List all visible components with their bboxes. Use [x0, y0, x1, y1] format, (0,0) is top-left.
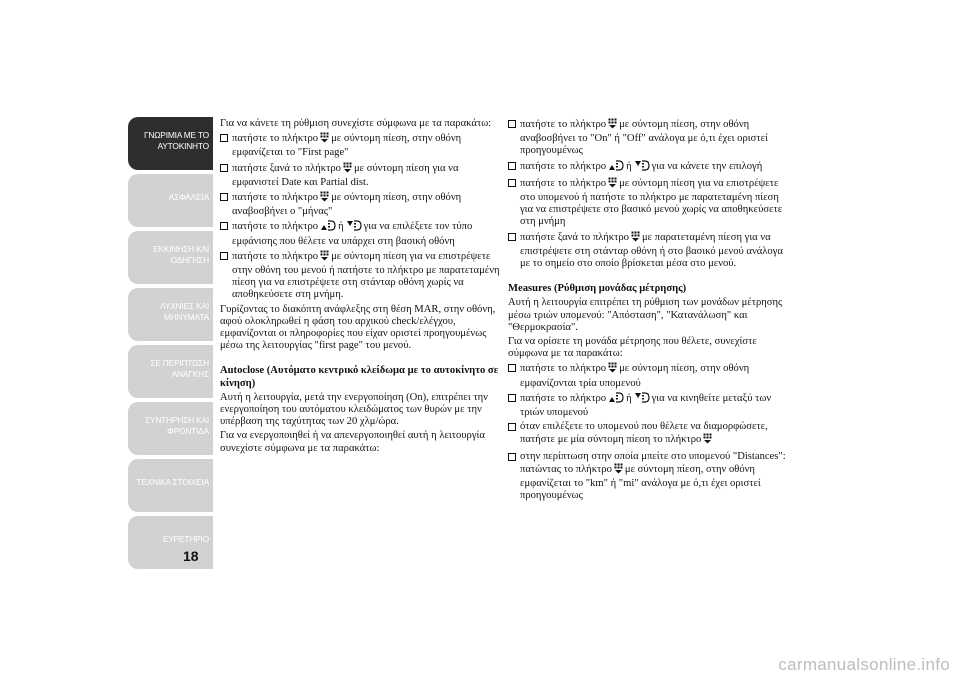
checkbox-bullet-icon	[508, 423, 516, 431]
menu-key-icon	[320, 132, 329, 147]
page-number: 18	[183, 548, 199, 564]
tab-label: ΑΥΤΟΚΙΝΗΤΟ	[157, 141, 209, 151]
tab-warning-lights[interactable]	[128, 288, 213, 341]
list-item: στην περίπτωση στην οποία μπείτε στο υπομενού "Distances": πατώντας το πλήκτρο με σύντομη πίεση, στην οθόνη εμφανίζεται το "km" ή "mi" ανάλογα με ό,τι έχει οριστεί προηγουμένως	[508, 451, 788, 503]
list-item: πατήστε το πλήκτρο με σύντομη πίεση για να επιστρέψετε στην οθόνη του μενού ή πατήστε το πλήκτρο με παρατεταμένη πίεση για να επιστρέψετε στη στάνταρ οθόνη χωρίς να αποθηκεύσετε στη μνήμη.	[220, 250, 500, 302]
checkbox-bullet-icon	[508, 364, 516, 372]
tab-label: ΣΥΝΤΗΡΗΣΗ ΚΑΙ	[144, 415, 209, 425]
up-key-icon	[320, 220, 336, 235]
tab-label: ΟΔΗΓΗΣΗ	[170, 255, 209, 265]
down-key-icon	[634, 392, 650, 407]
list-item: πατήστε το πλήκτρο ή για να κάνετε την επιλογή	[508, 160, 788, 175]
section-heading: Autoclose (Αυτόματο κεντρικό κλείδωμα με το αυτοκίνητο σε κίνηση)	[220, 365, 499, 389]
menu-key-icon	[614, 463, 623, 478]
list-item: πατήστε το πλήκτρο ή για να κινηθείτε μεταξύ των τριών υπομενού	[508, 392, 788, 419]
tab-label: ΛΥΧΝΙΕΣ ΚΑΙ	[160, 301, 209, 311]
down-key-icon	[346, 220, 362, 235]
tab-label: ΕΥΡΕΤΗΡΙΟ	[162, 534, 209, 544]
body-paragraph: Αυτή η λειτουργία, μετά την ενεργοποίηση (On), επιτρέπει την ενεργοποίηση του αυτόματου κλειδώματος των θυρών με την υπέρβαση της ταχύτητας των 20 χλμ/ώρα.	[220, 391, 488, 428]
tab-technical-data[interactable]	[128, 459, 213, 512]
checkbox-bullet-icon	[508, 394, 516, 402]
tab-label: ΑΣΦΑΛΕΙΑ	[168, 192, 209, 202]
tab-label: ΤΕΧΝΙΚΑ ΣΤΟΙΧΕΙΑ	[136, 477, 209, 487]
list-item: πατήστε το πλήκτρο με σύντομη πίεση, στην οθόνη αναβοσβήνει ο "μήνας"	[220, 191, 500, 218]
up-key-icon	[608, 160, 624, 175]
tab-label: ΓΝΩΡΙΜΙΑ ΜΕ ΤΟ	[143, 130, 209, 140]
menu-key-icon	[343, 162, 352, 177]
body-paragraph: Γυρίζοντας το διακόπτη ανάφλεξης στη θέση MAR, στην οθόνη, αφού ολοκληρωθεί η φάση του αρχικού check/ελέγχου, εμφανίζονται οι πληροφορίες που είχαν οριστεί προηγουμένως μέσω της λειτουργίας "first page" του μενού.	[220, 303, 496, 352]
body-paragraph: Για να ενεργοποιηθεί ή να απενεργοποιηθεί αυτή η λειτουργία συνεχίστε σύμφωνα με τα παρακάτω:	[220, 430, 485, 454]
tab-label: ΦΡΟΝΤΙΔΑ	[167, 426, 209, 436]
tab-index[interactable]	[128, 516, 213, 569]
chapter-tabs	[128, 117, 213, 573]
menu-key-icon	[631, 231, 640, 246]
section-heading: Measures (Ρύθμιση μονάδας μέτρησης)	[508, 283, 687, 295]
menu-key-icon	[608, 118, 617, 133]
menu-key-icon	[608, 362, 617, 377]
tab-label: ΜΗΝΥΜΑΤΑ	[163, 312, 209, 322]
tab-label: ΣΕ ΠΕΡΙΠΤΩΣΗ	[150, 358, 209, 368]
checkbox-bullet-icon	[220, 252, 228, 260]
left-column	[220, 118, 500, 457]
tab-getting-to-know[interactable]	[128, 117, 213, 170]
tab-label: ΑΝΑΓΚΗΣ	[171, 369, 209, 379]
list-item: πατήστε ξανά το πλήκτρο με παρατεταμένη πίεση για να επιστρέψετε στη στάνταρ οθόνη ή στο βασικό μενού ανάλογα με το σημείο στο οποίο βρίσκεται μέσα στο μενού.	[508, 231, 788, 271]
menu-key-icon	[320, 191, 329, 206]
checkbox-bullet-icon	[508, 179, 516, 187]
checkbox-bullet-icon	[508, 453, 516, 461]
checkbox-bullet-icon	[508, 162, 516, 170]
checkbox-bullet-icon	[508, 233, 516, 241]
tab-starting-driving[interactable]	[128, 231, 213, 284]
tab-label: ΕΚΚΙΝΗΣΗ ΚΑΙ	[153, 244, 209, 254]
checkbox-bullet-icon	[220, 222, 228, 230]
list-item: πατήστε το πλήκτρο με σύντομη πίεση, στην οθόνη εμφανίζεται το "First page"	[220, 132, 500, 159]
checkbox-bullet-icon	[220, 164, 228, 172]
body-paragraph: Αυτή η λειτουργία επιτρέπει τη ρύθμιση των μονάδων μέτρησης μέσω τριών υπομενού: "Απόσταση", "Κατανάλωση" και "Θερμοκρασία".	[508, 297, 783, 333]
menu-key-icon	[703, 433, 712, 448]
intro-paragraph: Για να κάνετε τη ρύθμιση συνεχίστε σύμφωνα με τα παρακάτω:	[220, 118, 492, 129]
watermark: carmanualsonline.info	[778, 655, 950, 674]
tab-safety[interactable]	[128, 174, 213, 227]
checkbox-bullet-icon	[508, 120, 516, 128]
list-item: πατήστε το πλήκτρο με σύντομη πίεση, στην οθόνη αναβοσβήνει το "On" ή "Off" ανάλογα με ό,τι έχει οριστεί προηγουμένως	[508, 118, 788, 158]
tab-emergency[interactable]	[128, 345, 213, 398]
list-item: όταν επιλέξετε το υπομενού που θέλετε να διαμορφώσετε, πατήστε με μία σύντομη πίεση το πλήκτρο	[508, 421, 788, 448]
up-key-icon	[608, 392, 624, 407]
list-item: πατήστε το πλήκτρο με σύντομη πίεση για να επιστρέψετε στο υπομενού ή πατήστε το πλήκτρο με παρατεταμένη πίεση για να επιστρέψετε στο βασικό μενού χωρίς να αποθηκεύσετε στη μνήμη	[508, 177, 788, 229]
list-item: πατήστε ξανά το πλήκτρο με σύντομη πίεση για να εμφανιστεί Date και Partial dist.	[220, 162, 500, 189]
checkbox-bullet-icon	[220, 134, 228, 142]
list-item: πατήστε το πλήκτρο με σύντομη πίεση, στην οθόνη εμφανίζονται τρία υπομενού	[508, 362, 788, 389]
tab-maintenance[interactable]	[128, 402, 213, 455]
right-column	[508, 118, 788, 504]
body-paragraph: Για να ορίσετε τη μονάδα μέτρησης που θέλετε, συνεχίστε σύμφωνα με τα παρακάτω:	[508, 336, 757, 360]
list-item: πατήστε το πλήκτρο ή για να επιλέξετε τον τύπο εμφάνισης που θέλετε να υπάρχει στη βασική οθόνη	[220, 220, 500, 247]
checkbox-bullet-icon	[220, 193, 228, 201]
menu-key-icon	[608, 177, 617, 192]
down-key-icon	[634, 160, 650, 175]
menu-key-icon	[320, 250, 329, 265]
